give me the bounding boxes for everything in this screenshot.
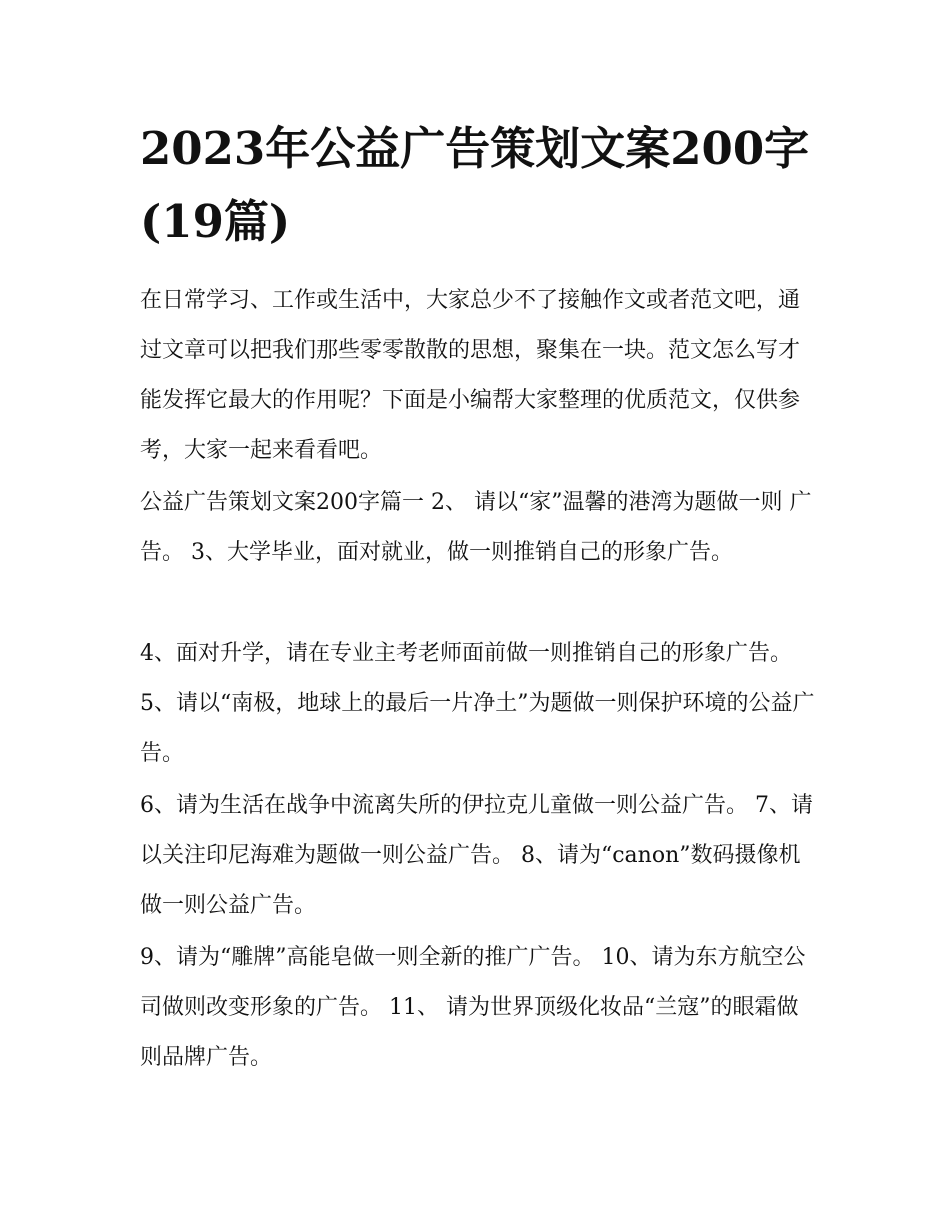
body-paragraph: 公益广告策划文案200字篇一 2、 请以“家”温馨的港湾为题做一则 广告。 3、大学毕业，面对就业，做一则推销自己的形象广告。 [140, 490, 812, 565]
body-paragraph: 6、请为生活在战争中流离失所的伊拉克儿童做一则公益广告。 7、请以关注印尼海难为题做一则公益广告。 8、请为“canon”数码摄像机做一则公益广告。 [140, 793, 813, 918]
body-paragraph: 9、请为“雕牌”高能皂做一则全新的推广广告。 10、请为东方航空公司做则改变形象的广告。 11、 请为世界顶级化妆品“兰寇”的眼霜做则品牌广告。 [140, 945, 806, 1070]
intro-paragraph: 在日常学习、工作或生活中，大家总少不了接触作文或者范文吧，通过文章可以把我们那些零零散散的思想，聚集在一块。范文怎么写才能发挥它最大的作用呢？下面是小编帮大家整理的优质范文，仅供参考，大家一起来看看吧。 [140, 288, 801, 463]
body-paragraph: 4、面对升学，请在专业主考老师面前做一则推销自己的形象广告。 5、请以“南极，地球上的最后一片净土”为题做一则保护环境的公益广告。 [140, 641, 815, 766]
document-title: 2023年公益广告策划文案200字(19篇) [140, 122, 810, 248]
